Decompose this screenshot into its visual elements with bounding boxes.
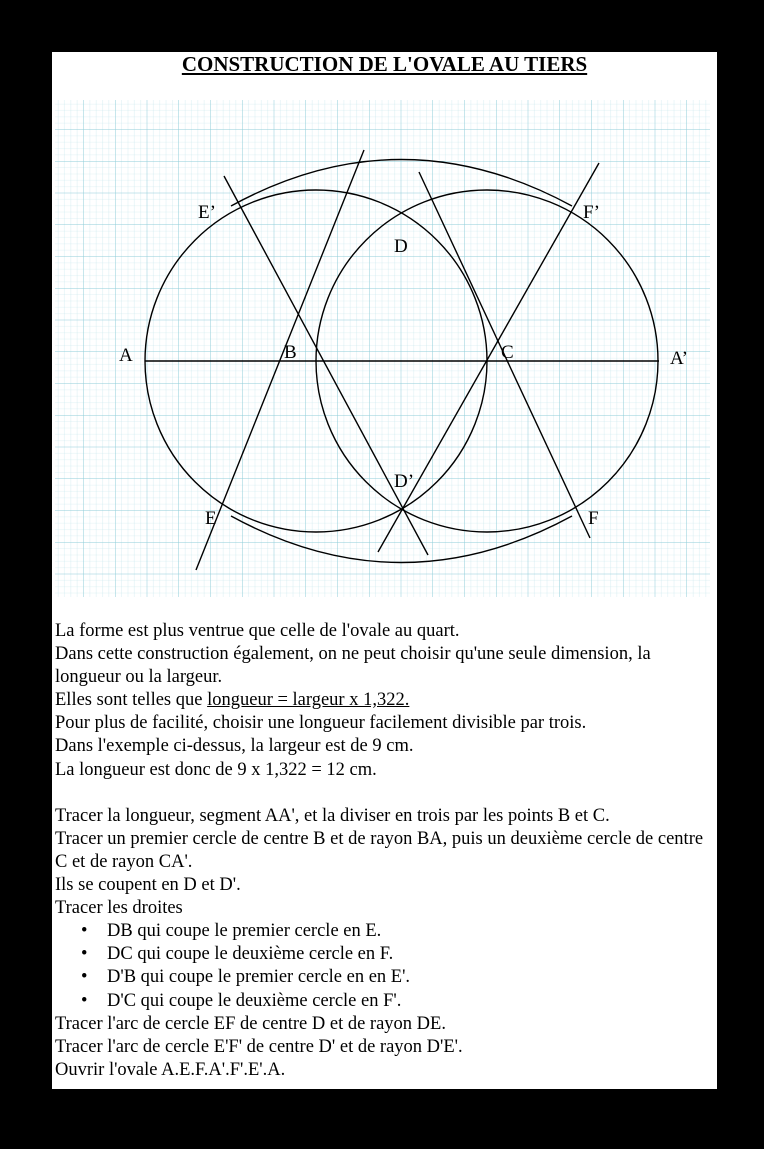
document-page <box>52 52 717 1089</box>
step-line: Tracer la longueur, segment AA', et la diviser en trois par les points B et C. <box>55 805 610 826</box>
label-d: D <box>394 236 408 257</box>
list-item: • DC qui coupe le deuxième cercle en F. <box>55 943 715 966</box>
paragraph-gap <box>55 782 715 805</box>
list-item: • DB qui coupe le premier cercle en E. <box>55 920 715 943</box>
formula-prefix: Elles sont telles que <box>55 690 208 711</box>
intro-line: La forme est plus ventrue que celle de l'ovale au quart. <box>55 621 460 641</box>
step-line: Ils se coupent en D et D'. <box>55 875 241 896</box>
list-item: • D'C qui coupe le deuxième cercle en F'. <box>55 990 715 1013</box>
instructions-text <box>55 620 715 1082</box>
label-f: F <box>588 508 599 529</box>
step-line: Tracer un premier cercle de centre B et de rayon BA, puis un deuxième cercle de centre C et de rayon CA'. <box>55 828 704 872</box>
label-e-prime: E’ <box>198 202 216 223</box>
step-line: Tracer les droites <box>55 898 183 919</box>
intro-line: Pour plus de facilité, choisir une longueur facilement divisible par trois. <box>55 713 587 734</box>
page-title: CONSTRUCTION DE L'OVALE AU TIERS <box>181 52 588 76</box>
label-d-prime: D’ <box>394 471 415 492</box>
label-c: C <box>501 342 514 363</box>
label-a-prime: A’ <box>670 348 688 369</box>
label-b: B <box>284 342 297 363</box>
intro-line: Dans l'exemple ci-dessus, la largeur est de 9 cm. <box>55 736 414 757</box>
intro-line: La longueur est donc de 9 x 1,322 = 12 cm. <box>55 759 377 780</box>
list-item: • D'B qui coupe le premier cercle en en E'. <box>55 966 715 989</box>
oval-construction-figure <box>52 98 717 598</box>
step-line: Tracer l'arc de cercle E'F' de centre D' et de rayon D'E'. <box>55 1036 463 1057</box>
label-f-prime: F’ <box>583 202 600 223</box>
formula: longueur = largeur x 1,322. <box>207 690 410 711</box>
graph-paper-grid <box>55 100 710 597</box>
label-e: E <box>205 508 217 529</box>
lines-list <box>55 920 715 1012</box>
label-a: A <box>119 345 133 366</box>
step-line: Tracer l'arc de cercle EF de centre D et de rayon DE. <box>55 1013 446 1034</box>
intro-line: Dans cette construction également, on ne peut choisir qu'une seule dimension, la longueur ou la largeur. <box>55 644 651 688</box>
step-line: Ouvrir l'ovale A.E.F.A'.F'.E'.A. <box>55 1059 286 1080</box>
intro-line <box>55 689 715 712</box>
